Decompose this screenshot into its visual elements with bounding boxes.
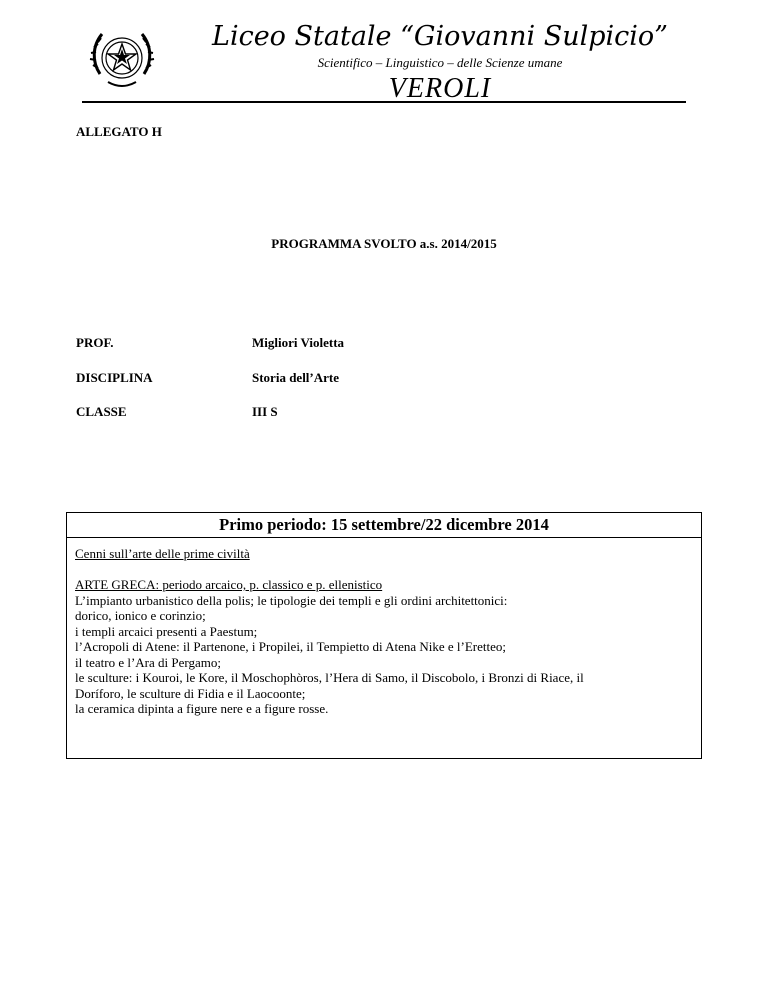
school-name: Liceo Statale “Giovanni Sulpicio” (212, 21, 668, 52)
header-divider (82, 101, 686, 103)
period-line: Doríforo, le sculture di Fidia e il Laocoonte; (75, 685, 306, 701)
period-title: Primo periodo: 15 settembre/22 dicembre 2014 (67, 513, 701, 538)
period-body (67, 538, 701, 717)
prof-value: Migliori Violetta (252, 335, 345, 350)
period-line: L’impianto urbanistico della polis; le tipologie dei templi e gli ordini architettonici: (75, 592, 508, 608)
republic-emblem-icon (86, 22, 158, 94)
school-city: VEROLI (388, 73, 492, 104)
document-title: PROGRAMMA SVOLTO a.s. 2014/2015 (271, 236, 497, 251)
discipline-value: Storia dell’Arte (252, 370, 340, 385)
attachment-label: ALLEGATO H (76, 124, 162, 139)
period-line: i templi arcaici presenti a Paestum; (75, 623, 258, 639)
prof-label: PROF. (76, 335, 114, 350)
discipline-label: DISCIPLINA (76, 370, 153, 385)
period-line: il teatro e l’Ara di Pergamo; (75, 654, 221, 670)
class-label: CLASSE (76, 404, 127, 419)
period-line: l’Acropoli di Atene: il Partenone, i Propilei, il Tempietto di Atena Nike e l’Eretteo; (75, 639, 506, 654)
section-heading: ARTE GRECA: periodo arcaico, p. classico e p. ellenistico (75, 577, 383, 592)
period-line: dorico, ionico e corinzio; (75, 608, 206, 623)
class-value: III S (252, 404, 278, 419)
period-line: le sculture: i Kouroi, le Kore, il Moschophòros, l’Hera di Samo, il Discobolo, i Bronzi di Riace, il (75, 670, 584, 685)
period-line: la ceramica dipinta a figure nere e a figure rosse. (75, 701, 329, 716)
period-box (66, 512, 702, 759)
school-subtitle: Scientifico – Linguistico – delle Scienze umane (317, 55, 563, 70)
period-intro: Cenni sull’arte delle prime civiltà (75, 546, 250, 561)
